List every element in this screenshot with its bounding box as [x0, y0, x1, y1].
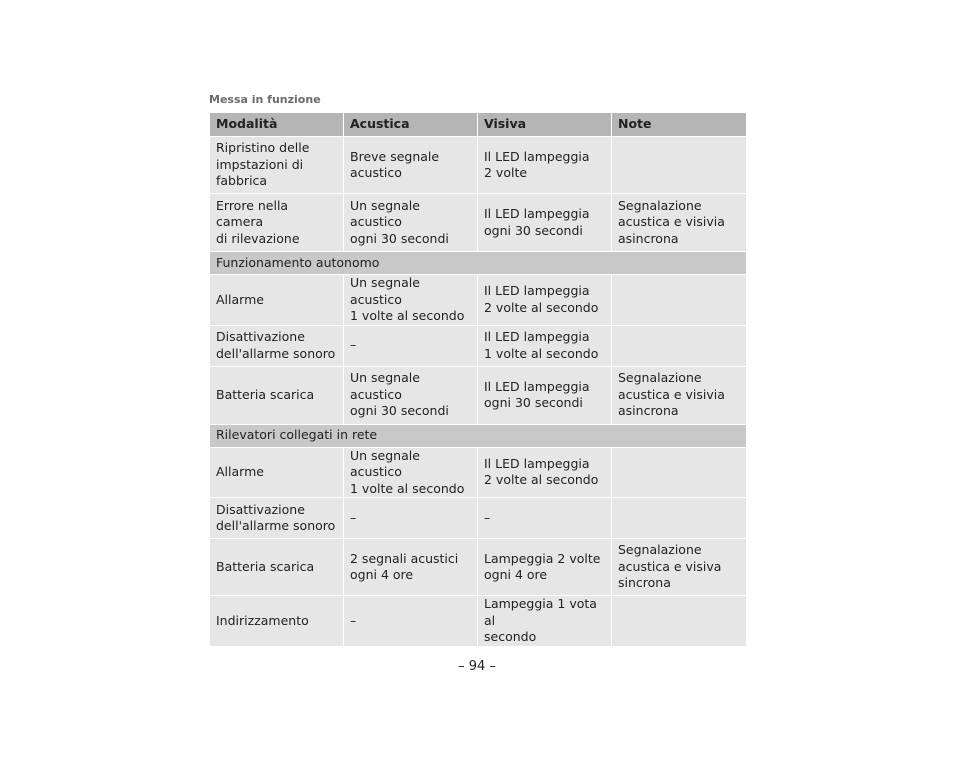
cell-visiva: Il LED lampeggia 2 volte al secondo	[478, 275, 612, 326]
cell-modalita: Batteria scarica	[210, 539, 344, 596]
section-title: Messa in funzione	[209, 93, 321, 106]
cell-note	[612, 137, 747, 194]
table-row	[210, 498, 747, 539]
table-body	[210, 137, 747, 647]
header-note: Note	[612, 113, 747, 137]
table-row	[210, 325, 747, 366]
cell-note: Segnalazione acustica e visivia asincrona	[612, 366, 747, 424]
cell-acustica: Breve segnale acustico	[344, 137, 478, 194]
table-row	[210, 137, 747, 194]
cell-visiva: Lampeggia 1 vota al secondo	[478, 596, 612, 647]
cell-note	[612, 325, 747, 366]
group-label: Rilevatori collegati in rete	[210, 424, 747, 447]
cell-acustica: Un segnale acustico ogni 30 secondi	[344, 366, 478, 424]
table-row	[210, 447, 747, 498]
cell-modalita: Ripristino delle impstazioni di fabbrica	[210, 137, 344, 194]
table-row	[210, 366, 747, 424]
page-number: – 94 –	[458, 659, 496, 674]
cell-visiva: Lampeggia 2 volte ogni 4 ore	[478, 539, 612, 596]
header-acustica: Acustica	[344, 113, 478, 137]
cell-acustica: Un segnale acustico 1 volte al secondo	[344, 275, 478, 326]
cell-acustica: –	[344, 498, 478, 539]
table-group-row	[210, 424, 747, 447]
cell-modalita: Indirizzamento	[210, 596, 344, 647]
cell-note: Segnalazione acustica e visiva sincrona	[612, 539, 747, 596]
table-group-row	[210, 252, 747, 275]
cell-acustica: Un segnale acustico ogni 30 secondi	[344, 194, 478, 252]
table-row	[210, 194, 747, 252]
cell-acustica: 2 segnali acustici ogni 4 ore	[344, 539, 478, 596]
cell-visiva: Il LED lampeggia 1 volte al secondo	[478, 325, 612, 366]
cell-note	[612, 596, 747, 647]
table-row	[210, 539, 747, 596]
cell-note	[612, 447, 747, 498]
header-modalita: Modalità	[210, 113, 344, 137]
table-row	[210, 596, 747, 647]
cell-acustica: Un segnale acustico 1 volte al secondo	[344, 447, 478, 498]
cell-modalita: Allarme	[210, 447, 344, 498]
table-header-row	[210, 113, 747, 137]
cell-modalita: Errore nella camera di rilevazione	[210, 194, 344, 252]
table-row	[210, 275, 747, 326]
cell-note	[612, 498, 747, 539]
cell-modalita: Batteria scarica	[210, 366, 344, 424]
cell-visiva: Il LED lampeggia 2 volte al secondo	[478, 447, 612, 498]
group-label: Funzionamento autonomo	[210, 252, 747, 275]
cell-visiva: Il LED lampeggia ogni 30 secondi	[478, 194, 612, 252]
cell-modalita: Disattivazione dell'allarme sonoro	[210, 325, 344, 366]
cell-modalita: Disattivazione dell'allarme sonoro	[210, 498, 344, 539]
cell-visiva: –	[478, 498, 612, 539]
cell-visiva: Il LED lampeggia 2 volte	[478, 137, 612, 194]
cell-acustica: –	[344, 325, 478, 366]
cell-acustica: –	[344, 596, 478, 647]
header-visiva: Visiva	[478, 113, 612, 137]
cell-note: Segnalazione acustica e visivia asincrona	[612, 194, 747, 252]
cell-visiva: Il LED lampeggia ogni 30 secondi	[478, 366, 612, 424]
signal-modes-table	[209, 112, 747, 647]
cell-note	[612, 275, 747, 326]
cell-modalita: Allarme	[210, 275, 344, 326]
